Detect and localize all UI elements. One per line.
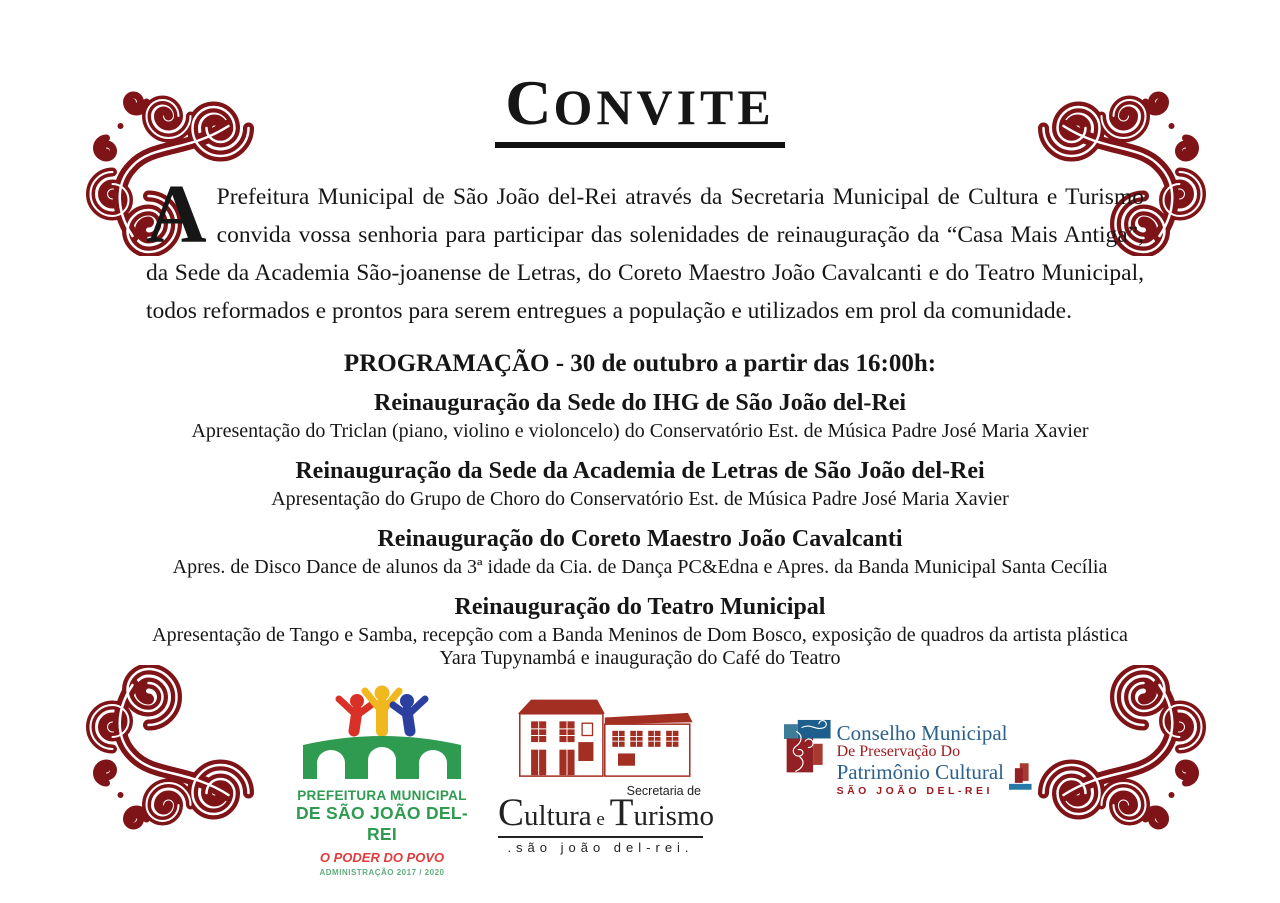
secretaria-de-label: Secretaria de: [626, 784, 701, 798]
intro-text: Prefeitura Municipal de São João del-Rei através da Secretaria Municipal de Cultura e Turismo convida vossa senhoria para participar das solenidades de reinauguração da “Casa Mais Antiga”, da Sede da Academia São-joanense de Letras, do Coreto Maestro João Cavalcanti e do Teatro Municipal, todos reformados e prontos para serem entregues a população e utilizados em prol da comunidade.: [146, 184, 1144, 324]
program-item-3: [0, 526, 1280, 579]
page-title: [0, 66, 1280, 148]
historic-building-icon: [501, 693, 701, 778]
program-item-title: Reinauguração da Sede da Academia de Letras de São João del-Rei: [295, 458, 985, 484]
title-rest: ONVITE: [553, 79, 775, 135]
logo-conselho-patrimonio: [784, 696, 1034, 802]
conjunction: e: [591, 809, 610, 830]
dropcap: A: [146, 168, 207, 261]
program-item-title: Reinauguração da Sede do IHG de São João del-Rei: [373, 390, 907, 416]
conselho-line1: Conselho Municipal: [836, 721, 1008, 745]
turismo-initial: T: [609, 791, 634, 834]
program-item-1: [0, 390, 1280, 443]
conselho-line3: Patrimônio Cultural: [836, 759, 1004, 784]
prefeitura-slogan: O PODER DO POVO: [319, 850, 445, 865]
program-item-detail: Apresentação de Tango e Samba, recepção com a Banda Meninos de Dom Bosco, exposição de quadros da artista plástica Yara Tupynambá e inauguração do Café do Teatro: [152, 624, 1128, 669]
program-section: [0, 350, 1280, 685]
corner-flourish-bottom-left: [58, 665, 263, 865]
program-item-title: Reinauguração do Coreto Maestro João Cavalcanti: [377, 526, 903, 552]
cultura-initial: C: [498, 791, 525, 834]
program-item-detail: Apres. de Disco Dance de alunos da 3ª idade da Cia. de Dança PC&Edna e Apres. da Banda Municipal Santa Cecília: [172, 556, 1108, 578]
program-item-detail: Apresentação do Grupo de Choro do Conservatório Est. de Música Padre José Maria Xavier: [271, 488, 1009, 510]
intro-paragraph: [146, 168, 1144, 330]
program-item-2: [0, 458, 1280, 511]
logo-prefeitura: [293, 683, 471, 877]
prefeitura-name-line1: PREFEITURA MUNICIPAL: [297, 788, 467, 803]
program-item-detail: Apresentação do Triclan (piano, violino e violoncelo) do Conservatório Est. de Música Padre José Maria Xavier: [191, 420, 1089, 442]
program-item-title: Reinauguração do Teatro Municipal: [454, 594, 826, 620]
prefeitura-name-line2: DE SÃO JOÃO DEL-REI: [295, 803, 469, 844]
title-initial: C: [505, 67, 554, 138]
program-item-4: [0, 594, 1280, 670]
prefeitura-administration: ADMINISTRAÇÃO 2017 / 2020: [319, 868, 445, 877]
title-underline: [495, 66, 784, 148]
cultura-divider-rule: [498, 836, 703, 838]
conselho-emblem-icon: [784, 696, 831, 800]
conselho-line2: De Preservação Do: [836, 743, 961, 761]
turismo-rest: urismo: [633, 800, 714, 832]
prefeitura-bridge-figures-icon: [296, 683, 468, 781]
corner-flourish-bottom-right: [1029, 665, 1234, 865]
logo-cultura-turismo: [498, 693, 714, 855]
cultura-rest: ultura: [524, 800, 592, 832]
conselho-wordmark: [837, 722, 1008, 797]
cultura-city-label: .são joão del-rei.: [507, 840, 694, 855]
program-heading: PROGRAMAÇÃO - 30 de outubro a partir das 16:00h:: [343, 350, 937, 377]
conselho-city-label: SÃO JOÃO DEL-REI: [836, 784, 993, 797]
conselho-accent-icon: [1009, 752, 1034, 802]
